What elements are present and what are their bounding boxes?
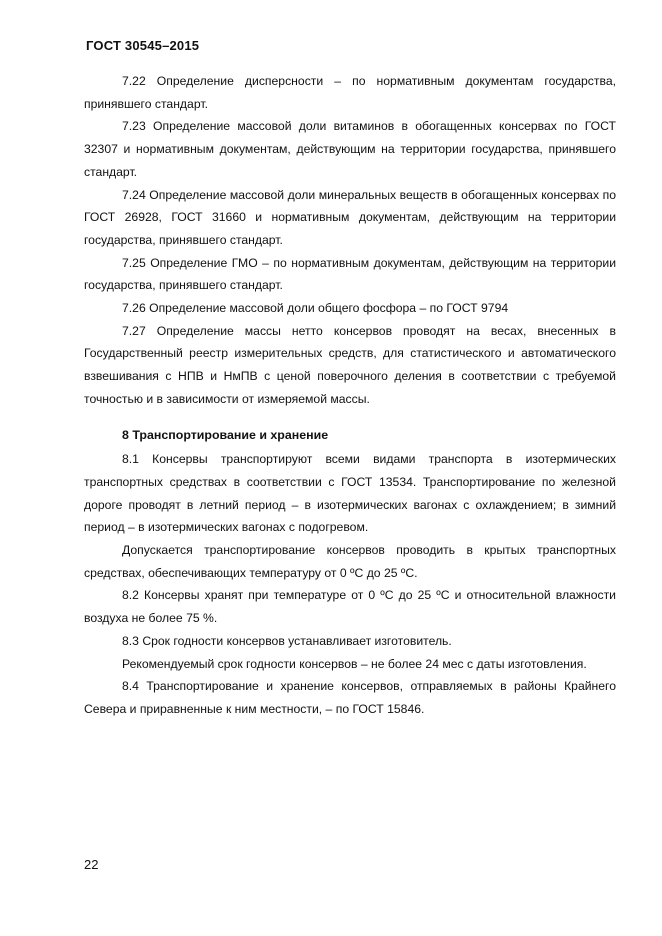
paragraph-8-1: 8.1 Консервы транспортируют всеми видами транспорта в изотермических транспортных средствах в соответствии с ГОСТ 13534. Транспортирование по железной дороге проводят в летний период – в изотермических вагонах с охлаждением; в зимний период – в изотермических вагонах с подогревом. — [84, 452, 616, 535]
paragraph-7-24: 7.24 Определение массовой доли минеральных веществ в обогащенных консервах по ГОСТ 26928, ГОСТ 31660 и нормативным документам, действующим на территории государства, принявшего стандарт. — [84, 187, 616, 247]
paragraph-8-4: 8.4 Транспортирование и хранение консервов, отправляемых в районы Крайнего Севера и приравненные к ним местности, – по ГОСТ 15846. — [84, 679, 616, 716]
section-8-title: 8 Транспортирование и хранение — [122, 427, 329, 442]
paragraph-8-3-continued: Рекомендуемый срок годности консервов – не более 24 мес с даты изготовления. — [122, 656, 587, 671]
paragraph-7-25: 7.25 Определение ГМО – по нормативным документам, действующим на территории государства, принявшего стандарт. — [84, 255, 616, 293]
paragraph-7-22: 7.22 Определение дисперсности – по нормативным документам государства, принявшего стандарт. — [84, 74, 616, 111]
paragraph-7-23: 7.23 Определение массовой доли витаминов в обогащенных консервах по ГОСТ 32307 и нормативным документам, действующим на территории государства, принявшего стандарт. — [84, 119, 616, 179]
paragraph-8-2: 8.2 Консервы хранят при температуре от 0 ºС до 25 ºС и относительной влажности воздуха не более 75 %. — [84, 588, 616, 626]
document-body — [84, 70, 616, 721]
document-code-header: ГОСТ 30545–2015 — [86, 38, 200, 53]
paragraph-7-27: 7.27 Определение массы нетто консервов проводят на весах, внесенных в Государственный реестр измерительных средств, для статистического и автоматического взвешивания с НПВ и НмПВ с ценой поверочного деления в соответствии с требуемой точностью и в зависимости от измеряемой массы. — [84, 323, 616, 406]
paragraph-8-3: 8.3 Срок годности консервов устанавливает изготовитель. — [122, 633, 452, 648]
page-number: 22 — [84, 857, 99, 872]
paragraph-8-1-continued: Допускается транспортирование консервов проводить в крытых транспортных средствах, обеспечивающих температуру от 0 ºС до 25 ºС. — [84, 543, 616, 580]
paragraph-7-26: 7.26 Определение массовой доли общего фосфора – по ГОСТ 9794 — [122, 301, 509, 316]
